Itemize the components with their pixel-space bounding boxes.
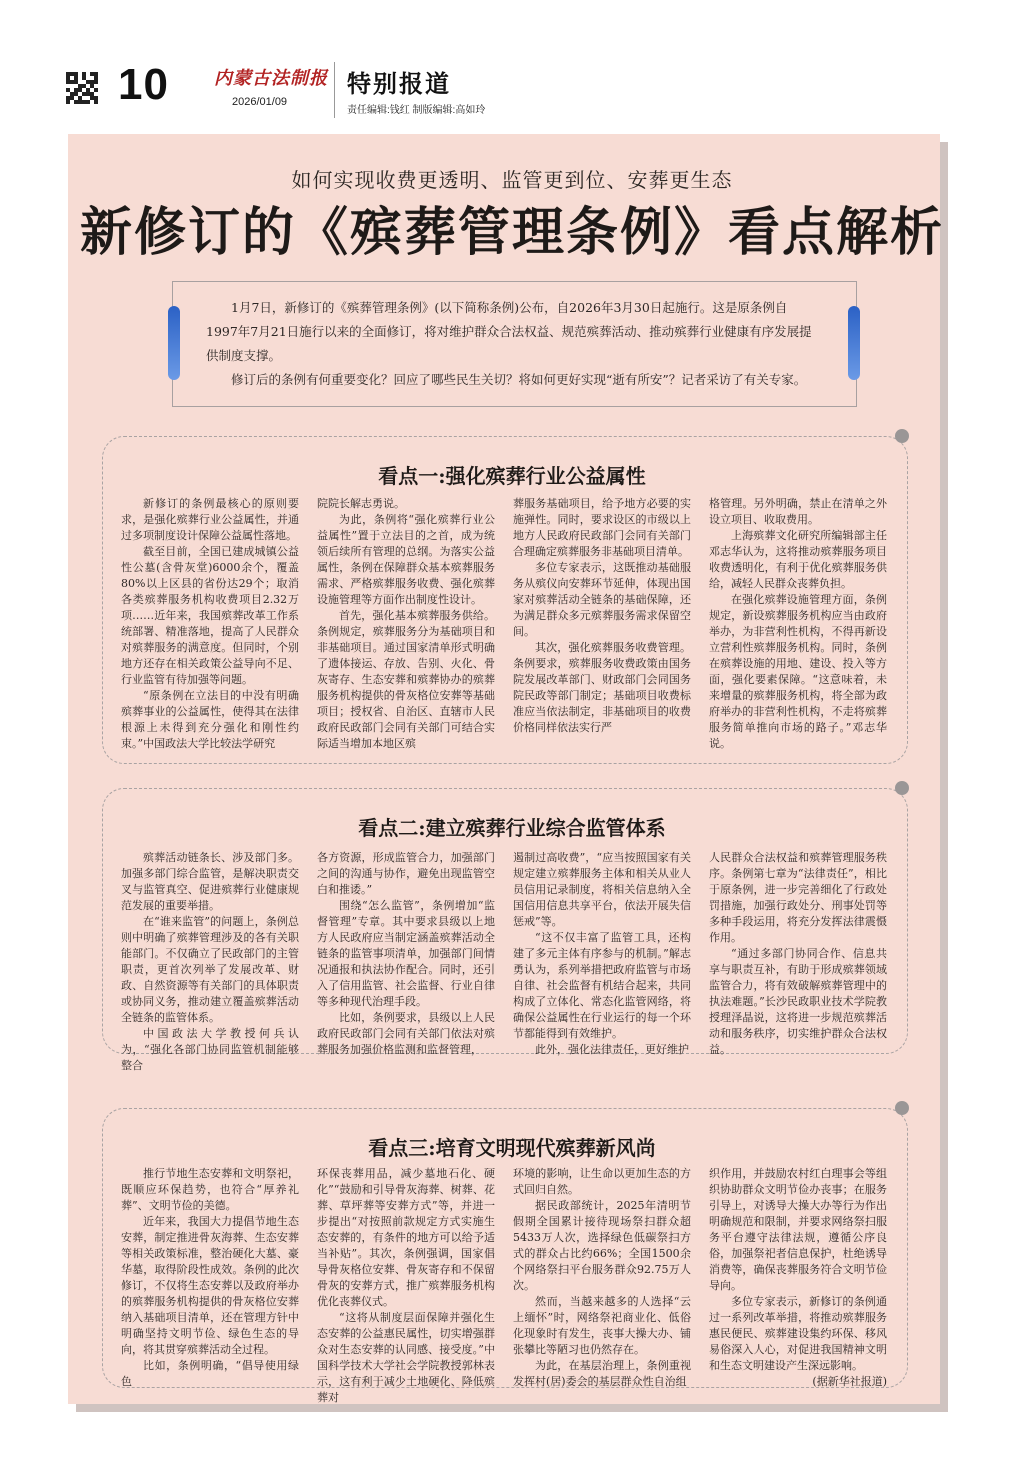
- section-1-column: [121, 496, 299, 752]
- paragraph: “这将从制度层面保障并强化生态安葬的公益惠民属性，切实增强群众对生态安葬的认同感、接受度。”中国科学技术大学社会学院教授郭林表示，这有利于减少土地硬化、降低殡葬对: [317, 1311, 495, 1404]
- section-1-title: 看点一:强化殡葬行业公益属性: [378, 464, 646, 488]
- section-3-column: [121, 1166, 299, 1388]
- paragraph: 多位专家表示，新修订的条例通过一系列改革举措，将推动殡葬服务惠民便民、殡葬建设集约环保、移风易俗深入人心，对促进我国精神文明和生态文明建设产生深远影响。: [709, 1295, 887, 1372]
- paragraph: 然而，当越来越多的人选择“云上缅怀”时，网络祭祀商业化、低俗化现象时有发生，丧事大操大办、铺张攀比等陋习也仍然存在。: [513, 1295, 691, 1356]
- source-credit: (据新华社报道): [812, 1375, 887, 1388]
- paragraph: 葬服务基础项目，给予地方必要的实施弹性。同时，要求设区的市级以上地方人民政府民政部门会同有关部门合理确定殡葬服务非基础项目清单。: [513, 497, 691, 558]
- section-title: 特别报道: [347, 69, 451, 98]
- masthead-divider: [334, 62, 335, 118]
- section-2-dot: [895, 781, 909, 795]
- section-1-column: [317, 496, 495, 752]
- section-3-title: 看点三:培育文明现代殡葬新风尚: [368, 1136, 656, 1160]
- newspaper-logo: 内蒙古法制报: [214, 68, 328, 89]
- paragraph: 围绕“怎么监管”，条例增加“监督管理”专章。其中要求县级以上地方人民政府应当制定涵盖殡葬活动全链条的监管事项清单，加强部门间情况通报和执法协作配合。同时，还引入了信用监管、社会监督、行业自律等多种现代治理手段。: [317, 899, 495, 1008]
- article-headline: 新修订的《殡葬管理条例》看点解析: [79, 202, 944, 263]
- paragraph: 殡葬活动链条长、涉及部门多。加强多部门综合监管，是解决职责交叉与监管真空、促进殡葬行业健康规范发展的重要举措。: [121, 851, 299, 912]
- paragraph: 各方资源，形成监管合力，加强部门之间的沟通与协作，避免出现监管空白和推诿。”: [317, 851, 495, 896]
- paragraph: 此外，强化法律责任，更好维护: [535, 1043, 689, 1056]
- paragraph: “原条例在立法目的中没有明确殡葬事业的公益属性，使得其在法律根源上未得到充分强化和刚性约束。”中国政法大学比较法学研究: [121, 689, 299, 750]
- paragraph: 为此，在基层治理上，条例重视发挥村(居)委会的基层群众性自治组: [513, 1359, 691, 1388]
- section-2-columns: [121, 850, 887, 1072]
- paragraph: 比如，条例要求，县级以上人民政府民政部门会同有关部门依法对殡葬服务加强价格监测和监督管理，: [317, 1011, 495, 1056]
- intro-left-bar: [168, 306, 180, 380]
- paragraph: 推行节地生态安葬和文明祭祀，既顺应环保趋势，也符合“厚养礼葬”、文明节俭的美德。: [121, 1167, 299, 1212]
- paragraph: 据民政部统计，2025年清明节假期全国累计接待现场祭扫群众超5433万人次，选择绿色低碳祭扫方式的群众占比约66%；全国1500余个网络祭扫平台服务群众92.75万人次。: [513, 1199, 691, 1292]
- paragraph: “通过多部门协同合作、信息共享与职责互补，有助于形成殡葬领域监管合力，将有效破解殡葬管理中的执法难题。”长沙民政职业技术学院教授理泽晶说，这将进一步规范殡葬活动和服务秩序，切实维护群众合法权益。: [709, 947, 887, 1056]
- paragraph: 在强化殡葬设施管理方面，条例规定，新设殡葬服务机构应当由政府举办，为非营利性机构，不得再新设立营利性殡葬服务机构。同时，条例在殡葬设施的用地、建设、投入等方面，强化要素保障。“这意味着，未来增量的殡葬服务机构，将全部为政府举办的非营利性机构，不走将殡葬服务简单推向市场的路子。”邓志华说。: [709, 593, 887, 750]
- section-1-dot: [895, 429, 909, 443]
- paragraph: 中国政法大学教授何兵认为，“强化各部门协同监管机制能够整合: [121, 1027, 299, 1072]
- qr-code: [66, 72, 98, 104]
- paragraph: 上海殡葬文化研究所编辑部主任邓志华认为，这将推动殡葬服务项目收费透明化，有利于优化殡葬服务供给，减轻人民群众丧葬负担。: [709, 529, 887, 590]
- section-2-column: [121, 850, 299, 1072]
- intro-paragraph-1: 1月7日，新修订的《殡葬管理条例》(以下简称条例)公布，自2026年3月30日起施行。这是原条例自1997年7月21日施行以来的全面修订，将对维护群众合法权益、规范殡葬活动、推动殡葬行业健康有序发展提供制度支撑。: [206, 300, 812, 363]
- article-subtitle: 如何实现收费更透明、监管更到位、安葬更生态: [291, 168, 733, 192]
- paragraph: 环境的影响，让生命以更加生态的方式回归自然。: [513, 1167, 691, 1196]
- section-3-dot: [895, 1101, 909, 1115]
- section-1-column: [709, 496, 887, 752]
- paragraph: 在“谁来监管”的问题上，条例总则中明确了殡葬管理涉及的各有关职能部门。不仅确立了民政部门的主管职责，更首次列举了发展改革、财政、自然资源等有关部门的具体职责或协同义务，推动建立覆盖殡葬活动全链条的监管体系。: [121, 915, 299, 1024]
- paragraph: “这不仅丰富了监管工具，还构建了多元主体有序参与的机制。”解志勇认为，系列举措把政府监管与市场自律、社会监督有机结合起来，共同构成了立体化、常态化监管网络，将确保公益属性在行业运行的每一个环节都能得到有效维护。: [513, 931, 691, 1040]
- section-2-title: 看点二:建立殡葬行业综合监管体系: [358, 816, 666, 840]
- section-1-column: [513, 496, 691, 752]
- paragraph: 为此，条例将“强化殡葬行业公益属性”置于立法目的之首，成为统领后续所有管理的总纲。为落实公益属性，条例在保障群众基本殡葬服务需求、严格殡葬服务收费、强化殡葬设施管理等方面作出制度性设计。: [317, 513, 495, 606]
- section-2-column: [513, 850, 691, 1056]
- paragraph: 其次，强化殡葬服务收费管理。条例要求，殡葬服务收费政策由国务院发展改革部门、财政部门会同国务院民政等部门制定；基础项目收费标准应当依法制定，非基础项目的收费价格同样依法实行严: [513, 641, 691, 734]
- paragraph: 遏制过高收费”，“应当按照国家有关规定建立殡葬服务主体和相关从业人员信用记录制度，将相关信息纳入全国信用信息共享平台，依法开展失信惩戒”等。: [513, 851, 691, 928]
- paragraph: 截至目前，全国已建成城镇公益性公墓(含骨灰堂)6000余个，覆盖80%以上区县的省份达29个；取消各类殡葬服务机构收费项目2.32万项……近年来，我国殡葬改革工作系统部署、精准落地，提高了人民群众对殡葬服务的满意度。但同时，个别地方还存在相关政策公益导向不足、行业监管有待加强等问题。: [121, 545, 299, 686]
- section-3-column: [709, 1166, 887, 1388]
- paragraph: 织作用，并鼓励农村红白理事会等组织协助群众文明节俭办丧事；在服务引导上，对诱导大操大办等行为作出明确规范和限制，并要求网络祭扫服务平台遵守法律法规，遵循公序良俗，加强祭祀者信息保护，杜绝诱导消费等，确保丧葬服务符合文明节俭导向。: [709, 1167, 887, 1292]
- page-number: 10: [118, 60, 169, 109]
- paragraph: 首先，强化基本殡葬服务供给。条例规定，殡葬服务分为基础项目和非基础项目。通过国家清单形式明确了遗体接运、存放、告别、火化、骨灰寄存、生态安葬和殡葬协办的殡葬服务机构提供的骨灰格位安葬等基础项目；授权省、自治区、直辖市人民政府民政部门会同有关部门可结合实际适当增加本地区殡: [317, 609, 495, 750]
- paragraph: 新修订的条例最核心的原则要求，是强化殡葬行业公益属性，并通过多项制度设计保障公益属性落地。: [121, 497, 299, 542]
- section-2-column: [317, 850, 495, 1056]
- section-2-column: [709, 850, 887, 1056]
- paragraph: 院院长解志勇说。: [317, 497, 405, 510]
- editor-credits: 责任编辑:钱红 制版编辑:高如玲: [347, 105, 486, 116]
- section-3-column: [317, 1166, 495, 1404]
- issue-date: 2026/01/09: [232, 96, 288, 108]
- section-3-columns: [121, 1166, 887, 1404]
- intro-paragraph-2: 修订后的条例有何重要变化？回应了哪些民生关切？将如何更好实现“逝有所安”？记者采访了有关专家。: [231, 372, 807, 387]
- paragraph: 环保丧葬用品，减少墓地石化、硬化”“鼓励和引导骨灰海葬、树葬、花葬、草坪葬等安葬方式”等，并进一步提出“对按照前款规定方式实施生态安葬的，有条件的地方可以给予适当补贴”。其次，条例强调，国家倡导骨灰格位安葬、骨灰寄存和不保留骨灰的安葬方式，推广殡葬服务机构优化丧葬仪式。: [317, 1167, 495, 1308]
- paragraph: 近年来，我国大力提倡节地生态安葬，制定推进骨灰海葬、生态安葬等相关政策标准，整治硬化大墓、豪华墓，取得阶段性成效。条例的此次修订，不仅将生态安葬以及政府举办的殡葬服务机构提供的骨灰格位安葬纳入基础项目清单，还在管理方针中明确坚持文明节俭、绿色生态的导向，将其贯穿殡葬活动全过程。: [121, 1215, 299, 1356]
- paragraph: 人民群众合法权益和殡葬管理服务秩序。条例第七章为“法律责任”，相比于原条例，进一步完善细化了行政处罚措施，加强行政处分、刑事处罚等多种手段运用，将充分发挥法律震慑作用。: [709, 851, 887, 944]
- paragraph: 比如，条例明确，“倡导使用绿色: [121, 1359, 299, 1388]
- intro-right-bar: [848, 306, 860, 380]
- section-1-columns: [121, 496, 887, 752]
- paragraph: 多位专家表示，这既推动基础服务从殡仪向安葬环节延伸，体现出国家对殡葬活动全链条的基础保障，还为满足群众多元殡葬服务需求保留空间。: [513, 561, 691, 638]
- section-3-column: [513, 1166, 691, 1388]
- paragraph: 格管理。另外明确，禁止在清单之外设立项目、收取费用。: [709, 497, 887, 526]
